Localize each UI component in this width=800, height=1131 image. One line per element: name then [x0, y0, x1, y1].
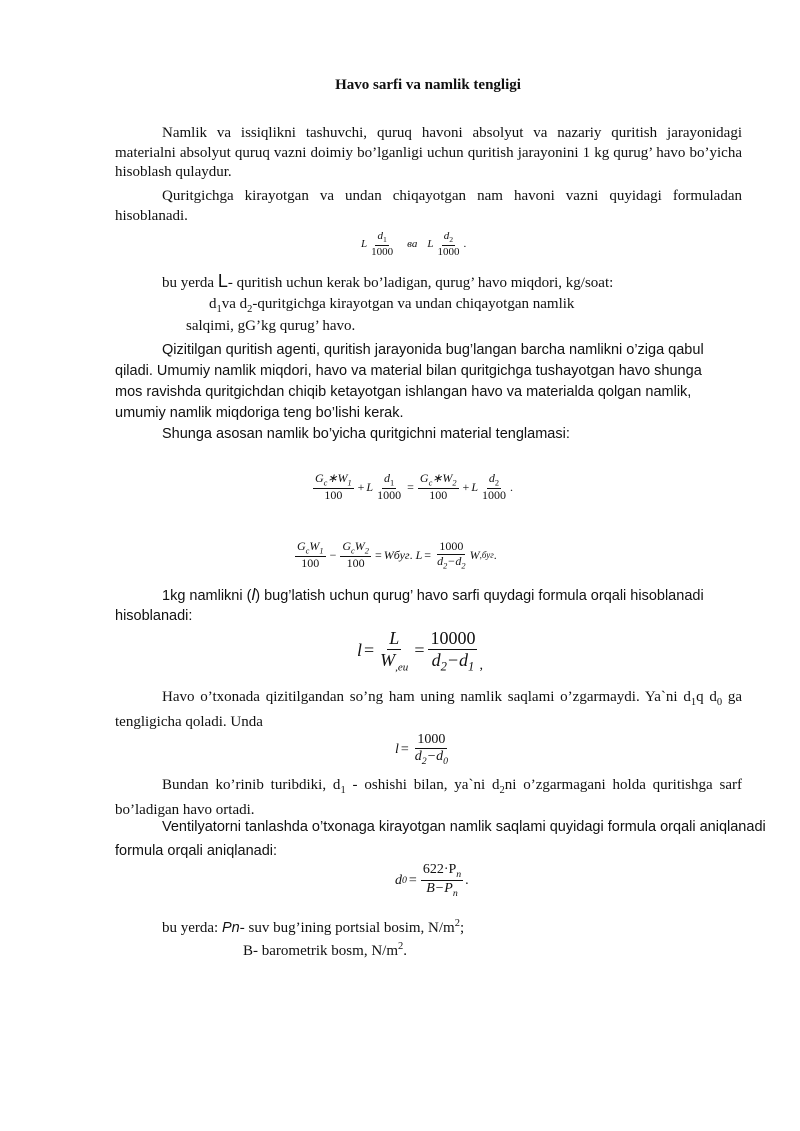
formula-moisture-balance: $\frac{G_c∗W_1}{100}$ + L $\frac{d_1}{1000}$ = $\frac{G_c∗W_2}{100}$ + L $\frac{d_2}{1000}$ .: [315, 471, 513, 503]
formula-moisture-content: d 0 = $\frac{622\cdot P_n}{B-P_n}$ .: [395, 862, 469, 899]
formula-evaporated-moisture: $\frac{G_cW_1}{100}$ − $\frac{G_cW_2}{100}$ = Wбуг . L = $\frac{1000}{d_2-d_2}$ W ,буг .: [297, 539, 497, 571]
paragraph-fan-selection: Ventilyatorni tanlashda o’txonaga kirayotgan namlik saqlami quyidagi formula orqali aniqlanadi: [162, 819, 766, 835]
formula-symbol: L: [427, 238, 434, 251]
paragraph-formula-intro: Quritgichga kirayotgan va undan chiqayotgan nam havoni vazni quyidagi formuladan hisoblanadi.: [115, 188, 742, 224]
formula-air-mass: L $\frac{d_1}{1000}$ ва L $\frac{d_2}{1000}$ .: [361, 230, 467, 259]
paragraph-specific-air: 1kg namlikni (l) bug’latish uchun qurug’ havo sarfi quydagi formula orqali hisoblanadi: [162, 585, 704, 604]
formula-fraction: $\frac{G_cW_2}{100}$: [342, 539, 369, 571]
formula-specific-air-d0: l = $\frac{1000}{d_2-d_0}$: [395, 732, 449, 767]
formula-fraction: $\frac{d_1}{1000}$: [371, 230, 394, 259]
paragraph-furnace: Havo o’txonada qizitilgandan so’ng ham uning namlik saqlami o’zgarmaydi. Ya`ni $d_1q$ $d_0$ ga tengligicha qoladi. Unda: [115, 689, 743, 730]
formula-fraction: $\frac{1000}{d_2-d_0}$: [414, 732, 449, 767]
formula-fraction: $\frac{L}{W_{,eu}}$: [380, 628, 409, 674]
paragraph-fan-selection-cont: formula orqali aniqlanadi:: [115, 843, 278, 859]
formula-conjunction: ва: [407, 238, 418, 251]
paragraph-where-B: B- barometrik bosm, $N/m^2$.: [243, 941, 407, 959]
paragraph-specific-air-cont: hisoblanadi:: [115, 608, 193, 624]
paragraph-intro: Namlik va issiqlikni tashuvchi, quruq havoni absolyut va nazariy quritish jarayonidagi materialni absolyut quruq vazni doimiy bo’lganligi uchun quritish jarayonini 1 kg qurug’ havo bo’yicha hisoblash qulaydur.: [115, 125, 742, 180]
paragraph-where-units: salqimi, gG’kg qurug’ havo.: [186, 318, 356, 334]
page-title: Havo sarfi va namlik tengligi: [335, 77, 521, 93]
formula-fraction: $\frac{G_c∗W_2}{100}$: [419, 471, 457, 503]
formula-fraction: $\frac{G_cW_1}{100}$: [297, 539, 324, 571]
paragraph-where-L: bu yerda L- quritish uchun kerak bo’ladigan, qurug’ havo miqdori, kg/soat:: [162, 271, 614, 291]
formula-fraction: $\frac{1000}{d_2-d_2}$: [437, 539, 466, 571]
paragraph-where-Pn: bu yerda: Pn- suv bug’ining portsial bosim, $N/m^2$;: [162, 918, 465, 936]
paragraph-balance-intro: Shunga asosan namlik bo’yicha quritgichni material tenglamasi:: [162, 426, 570, 442]
formula-symbol: L: [361, 238, 368, 251]
paragraph-conclusion: Bundan ko’rinib turibdiki, $d_1$ - oshishi bilan, ya`ni $d_2ni$ o’zgarmagani holda quritishga sarf bo’ladigan havo ortadi.: [115, 777, 743, 818]
formula-fraction: $\frac{G_c∗W_1}{100}$: [315, 471, 352, 503]
formula-fraction: $\frac{d_2}{1000}$: [482, 471, 506, 503]
formula-fraction: $\frac{622\cdot P_n}{B-P_n}$: [422, 862, 462, 899]
formula-fraction: $\frac{10000}{d_2-d_1}$: [430, 628, 476, 674]
formula-fraction: $\frac{d_1}{1000}$: [377, 471, 402, 503]
formula-fraction: $\frac{d_2}{1000}$: [437, 230, 460, 259]
paragraph-where-d: $d_1va$ $d_2$-quritgichga kirayotgan va undan chiqayotgan namlik: [209, 296, 575, 315]
formula-specific-air: l = $\frac{L}{W_{,eu}}$ = $\frac{10000}{d_2-d_1}$ ,: [357, 628, 483, 674]
paragraph-drying-agent: Qizitilgan quritish agenti, quritish jarayonida bug’langan barcha namlikni o’ziga qabul qiladi. Umumiy namlik miqdori, havo va material bilan quritgichga tushayotgan havo shunga mos ravishda quritgichdan chiqib ketayotgan ishlangan havo va materialda qolgan namlik, umumiy namlik miqdoriga teng bo’lishi kerak.: [115, 342, 704, 421]
